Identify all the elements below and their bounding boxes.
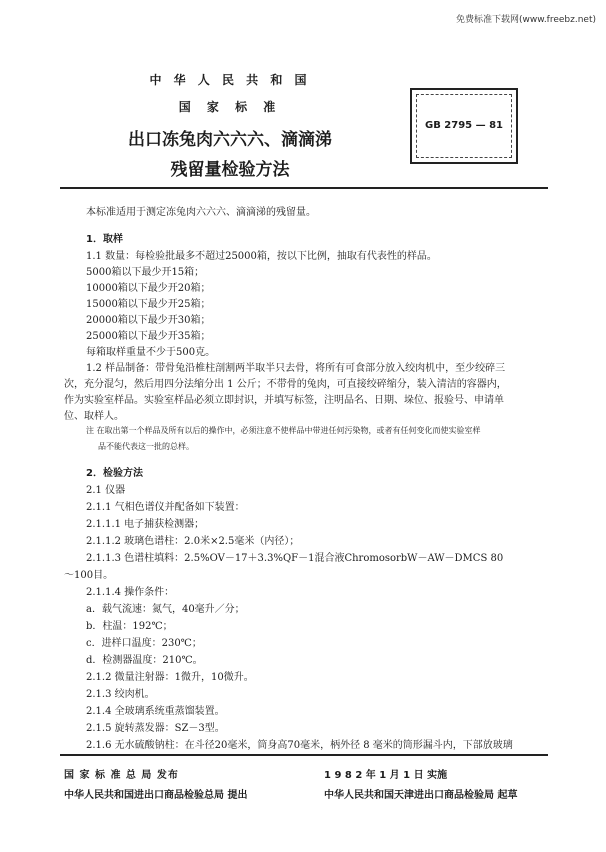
- sample-rule: 15000箱以下最少开25箱；: [86, 299, 211, 310]
- clause-2-1-2: 2.1.2 微量注射器：1微升，10微升。: [86, 672, 254, 683]
- sample-rule: 每箱取样重量不少于500克。: [86, 347, 216, 358]
- watermark: 免费标准下载网(www.freebz.net): [456, 15, 596, 25]
- clause-2-1-6: 2.1.6 无水硫酸钠柱：在斗径20毫米，筒身高70毫米，柄外径 8 毫米的筒形漏斗内，下部放玻璃: [86, 740, 513, 751]
- clause-2-1-1-4: 2.1.1.4 操作条件：: [86, 587, 175, 598]
- section-2-heading: 2．检验方法: [86, 468, 143, 479]
- clause-2-1-4: 2.1.4 全玻璃系统重蒸馏装置。: [86, 706, 225, 717]
- country-name: 中 华 人 民 共 和 国: [149, 73, 311, 87]
- condition-item: b．柱温：192℃；: [86, 621, 173, 632]
- clause-1-1: 1.1 数量：每检验批最多不超过25000箱，按以下比例，抽取有代表性的样品。: [86, 251, 437, 262]
- clause-2-1-1: 2.1.1 气相色谱仪并配备如下装置：: [86, 502, 245, 513]
- sample-rule: 5000箱以下最少开15箱；: [86, 267, 205, 278]
- implementation-date: 1 9 8 2 年 1 月 1 日 实施: [324, 770, 448, 781]
- proposer: 中华人民共和国进出口商品检验总局 提出: [64, 790, 248, 801]
- standard-number: GB 2795 — 81: [424, 120, 504, 131]
- sample-rule: 10000箱以下最少开20箱；: [86, 283, 211, 294]
- intro-paragraph: 本标准适用于测定冻兔肉六六六、滴滴涕的残留量。: [86, 207, 316, 218]
- clause-2-1-1-1: 2.1.1.1 电子捕获检测器；: [86, 519, 205, 530]
- clause-1-2: 1.2 样品制备：带骨兔沿椎柱剖割两半取半只去骨，将所有可食部分放入绞肉机中，至少绞碎三: [86, 363, 506, 374]
- header-divider: [60, 187, 548, 189]
- clause-2-1-5: 2.1.5 旋转蒸发器：SZ－3型。: [86, 723, 225, 734]
- issuer: 国 家 标 准 总 局 发布: [64, 770, 179, 781]
- note-text: 注 在取出第一个样品及所有以后的操作中，必须注意不使样品中带进任何污染物，或者有任何变化而使实验室样: [86, 426, 481, 435]
- clause-2-1-1-2: 2.1.1.2 玻璃色谱柱：2.0米×2.5毫米（内径）；: [86, 536, 300, 547]
- drafter: 中华人民共和国天津进出口商品检验局 起草: [324, 790, 518, 801]
- clause-1-2-cont: 作为实验室样品。实验室样品必须立即封识，并填写标签，注明品名、日期、垛位、报验号、申请单: [64, 395, 504, 406]
- clause-1-2-cont: 次，充分混匀，然后用四分法缩分出 1 公斤；不带骨的兔肉，可直接绞碎缩分，装入清洁的容器内，: [64, 379, 507, 390]
- clause-2-1-3: 2.1.3 绞肉机。: [86, 689, 155, 700]
- note-text-cont: 品不能代表这一批的总样。: [98, 442, 194, 451]
- section-1-heading: 1．取样: [86, 234, 123, 245]
- clause-2-1: 2.1 仪器: [86, 485, 126, 496]
- condition-item: a．载气流速：氮气，40毫升／分；: [86, 604, 245, 615]
- standard-number-box: [410, 88, 518, 164]
- sample-rule: 20000箱以下最少开30箱；: [86, 315, 211, 326]
- document-title-line2: 残留量检验方法: [170, 160, 290, 180]
- standard-type: 国 家 标 准: [178, 100, 282, 114]
- clause-2-1-1-3: 2.1.1.3 色谱柱填料：2.5%OV－17＋3.3%QF－1混合液ChromosorbW－AW－DMCS 80: [86, 553, 504, 564]
- condition-item: c．进样口温度：230℃；: [86, 638, 202, 649]
- document-title-line1: 出口冻兔肉六六六、滴滴涕: [128, 130, 332, 150]
- sample-rule: 25000箱以下最少开35箱；: [86, 331, 211, 342]
- condition-item: d．检测器温度：210℃。: [86, 655, 203, 666]
- clause-1-2-cont: 位、取样人。: [64, 411, 124, 422]
- clause-2-1-1-3-cont: ～100目。: [64, 570, 114, 581]
- footer-divider: [60, 754, 548, 756]
